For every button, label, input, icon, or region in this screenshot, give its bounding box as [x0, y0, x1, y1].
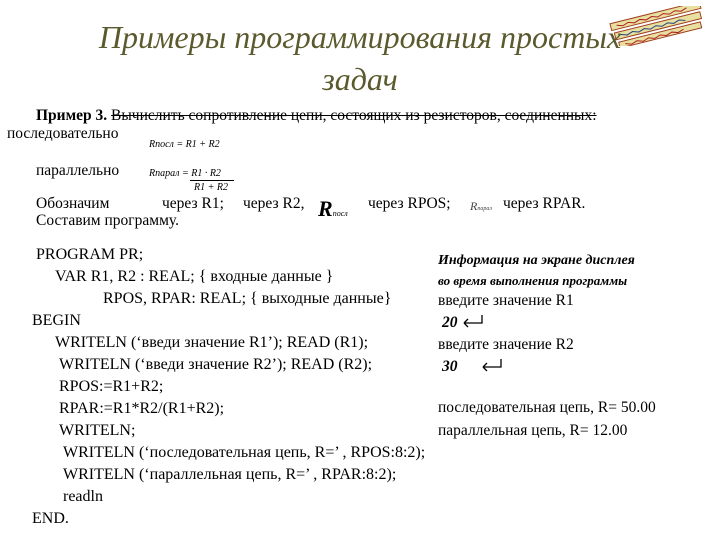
screen-prompt-r2: введите значение R2: [438, 336, 574, 353]
formula-parallel-denominator: R1 + R2: [194, 182, 228, 193]
parallel-label: параллельно: [36, 162, 120, 179]
symbol-r-paral: Rпарал: [470, 199, 492, 213]
symbol-r-posl: Rпосл: [318, 196, 348, 221]
denote-rpar: через RPAR.: [503, 195, 586, 212]
code-line-1: PROGRAM PR;: [36, 246, 144, 263]
formula-series: Rпосл = R1 + R2: [149, 139, 220, 150]
code-line-8: RPAR:=R1*R2/(R1+R2);: [59, 400, 225, 417]
screen-subheading: во время выполнения программы: [438, 273, 628, 288]
code-line-12: readln: [63, 488, 103, 505]
enter-key-icon: [461, 358, 505, 372]
code-line-10: WRITELN (‘последовательная цепь, R=’ , RPOS:8:2);: [63, 444, 426, 461]
denote-r2: через R2,: [243, 195, 305, 212]
formula-fraction-bar: [190, 180, 234, 181]
denote-r1: через R1;: [162, 195, 224, 212]
code-line-5: WRITELN (‘введи значение R1’); READ (R1);: [55, 334, 369, 351]
screen-result-series: последовательная цепь, R= 50.00: [438, 399, 656, 416]
page-title-line2: задач: [322, 61, 398, 97]
screen-prompt-r1: введите значение R1: [438, 292, 574, 309]
screen-heading: Информация на экране дисплея: [438, 253, 635, 268]
example-label: Пример 3.: [36, 107, 108, 124]
screen-result-parallel: параллельная цепь, R= 12.00: [438, 422, 628, 439]
denote-prefix: Обозначим: [36, 195, 110, 212]
compose-program: Составим программу.: [36, 212, 179, 229]
code-line-4: BEGIN: [32, 312, 81, 329]
series-label: последовательно: [7, 125, 119, 142]
enter-key-icon: [461, 314, 485, 328]
screen-input-r1: 20: [442, 313, 485, 333]
screen-input-r2: 30: [442, 357, 505, 377]
code-line-6: WRITELN (‘введи значение R2’); READ (R2);: [59, 356, 373, 373]
formula-parallel-numerator: Rпарал = R1 · R2: [149, 168, 221, 179]
denote-rpos: через RPOS;: [368, 195, 451, 212]
code-line-7: RPOS:=R1+R2;: [59, 378, 164, 395]
page-title: Примеры программирования простых: [98, 19, 622, 55]
code-line-2: VAR R1, R2 : REAL; { входные данные }: [55, 268, 334, 285]
problem-statement: [36, 107, 597, 125]
code-line-3: RPOS, RPAR: REAL; { выходные данные}: [103, 290, 392, 307]
code-line-13: END.: [32, 510, 69, 527]
problem-text: Вычислить сопротивление цепи, состоящих из резисторов, соединенных:: [111, 107, 597, 124]
code-line-9: WRITELN;: [59, 422, 136, 439]
code-line-11: WRITELN (‘параллельная цепь, R=’ , RPAR:8:2);: [63, 466, 397, 483]
